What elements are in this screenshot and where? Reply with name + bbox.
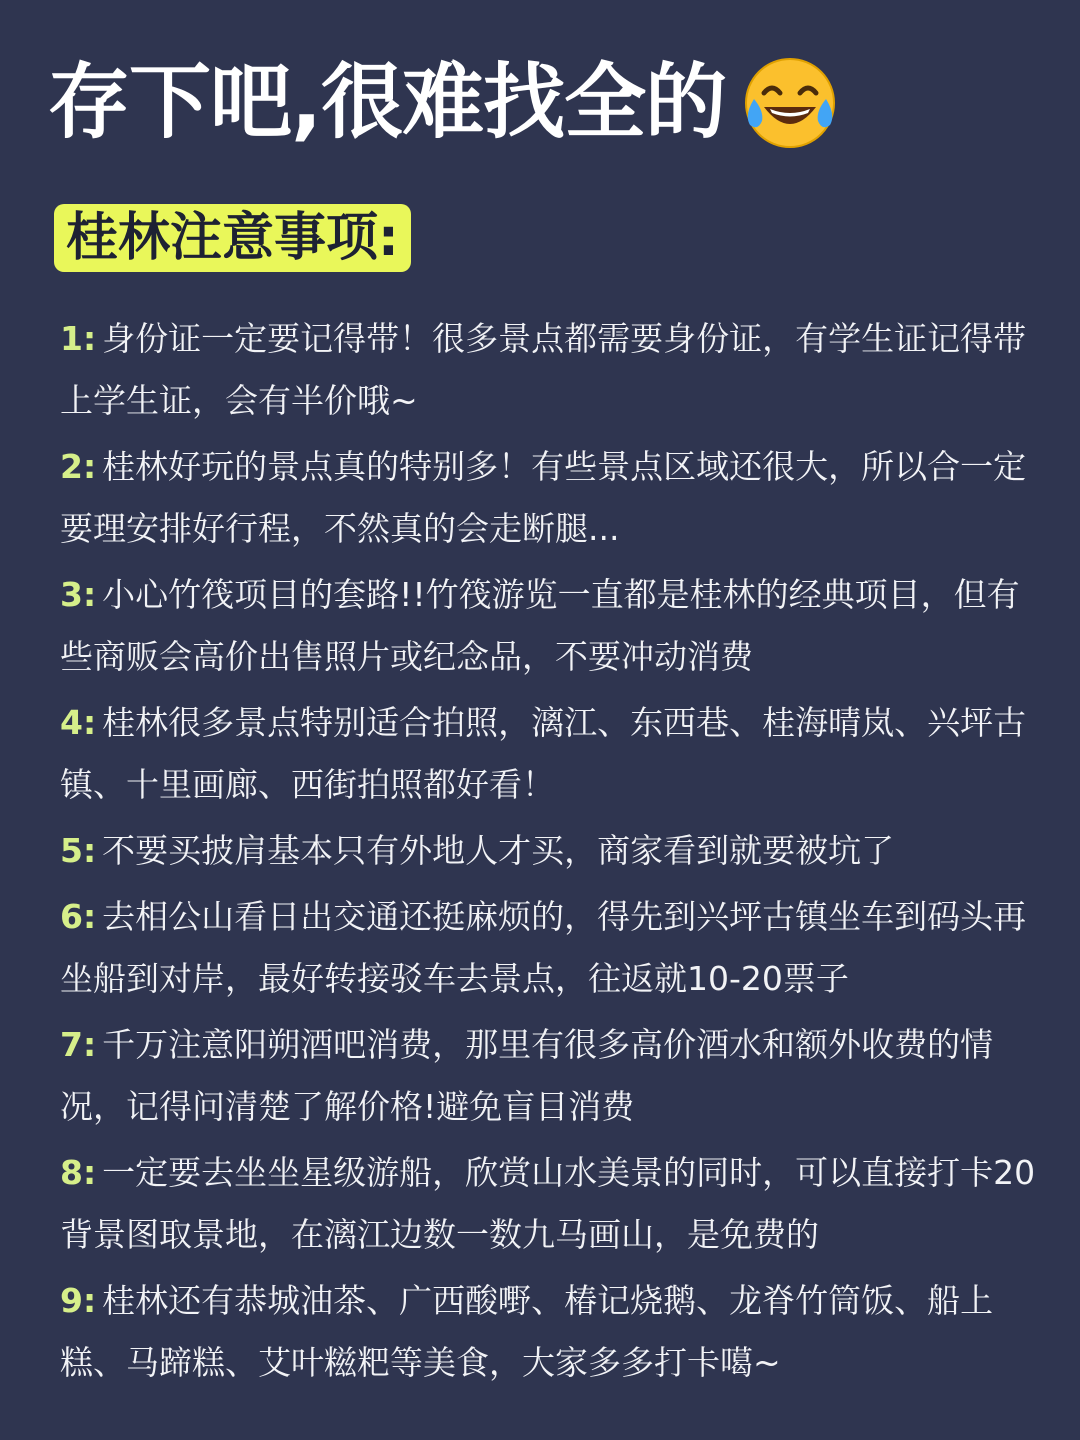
tip-text: 去相公山看日出交通还挺麻烦的，得先到兴坪古镇坐车到码头再坐船到对岸，最好转接驳车去景点，往返就10-20票子 bbox=[60, 897, 1027, 998]
tip-number: 3: bbox=[60, 575, 97, 614]
face-with-tears-of-joy-icon bbox=[740, 53, 840, 153]
list-item bbox=[60, 1142, 1050, 1266]
tip-text: 身份证一定要记得带！很多景点都需要身份证，有学生证记得带上学生证，会有半价哦~ bbox=[60, 319, 1027, 420]
headline bbox=[48, 48, 840, 158]
tip-number: 7: bbox=[60, 1025, 97, 1064]
list-item bbox=[60, 564, 1050, 688]
tip-number: 2: bbox=[60, 447, 97, 486]
tip-text: 桂林好玩的景点真的特别多！有些景点区域还很大，所以合一定要理安排好行程，不然真的会走断腿... bbox=[60, 447, 1027, 548]
tip-text: 不要买披肩基本只有外地人才买，商家看到就要被坑了 bbox=[102, 831, 895, 870]
list-item bbox=[60, 308, 1050, 432]
tip-number: 8: bbox=[60, 1153, 97, 1192]
tip-text: 一定要去坐坐星级游船，欣赏山水美景的同时，可以直接打卡20背景图取景地，在漓江边数一数九马画山，是免费的 bbox=[60, 1153, 1036, 1254]
list-item bbox=[60, 1270, 1050, 1394]
section-label: 桂林注意事项: bbox=[54, 204, 411, 272]
tips-list bbox=[60, 308, 1050, 1398]
list-item bbox=[60, 692, 1050, 816]
list-item bbox=[60, 886, 1050, 1010]
list-item bbox=[60, 436, 1050, 560]
tip-number: 6: bbox=[60, 897, 97, 936]
tip-text: 千万注意阳朔酒吧消费，那里有很多高价酒水和额外收费的情况，记得问清楚了解价格!避免盲目消费 bbox=[60, 1025, 994, 1126]
tip-text: 桂林还有恭城油茶、广西酸嘢、椿记烧鹅、龙脊竹筒饭、船上糕、马蹄糕、艾叶糍粑等美食，大家多多打卡噶~ bbox=[60, 1281, 994, 1382]
tip-text: 桂林很多景点特别适合拍照，漓江、东西巷、桂海晴岚、兴坪古镇、十里画廊、西街拍照都好看！ bbox=[60, 703, 1027, 804]
tip-number: 5: bbox=[60, 831, 97, 870]
tip-number: 4: bbox=[60, 703, 97, 742]
list-item bbox=[60, 1014, 1050, 1138]
list-item bbox=[60, 820, 1050, 882]
tip-text: 小心竹筏项目的套路!!竹筏游览一直都是桂林的经典项目，但有些商贩会高价出售照片或纪念品，不要冲动消费 bbox=[60, 575, 1020, 676]
tip-number: 9: bbox=[60, 1281, 97, 1320]
tip-number: 1: bbox=[60, 319, 97, 358]
headline-text: 存下吧,很难找全的 bbox=[48, 55, 727, 150]
